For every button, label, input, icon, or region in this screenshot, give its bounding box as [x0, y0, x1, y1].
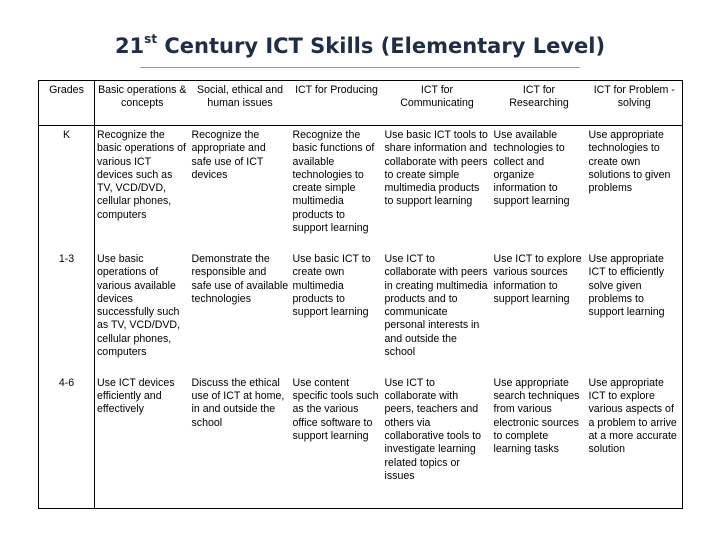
header-ict-problem-solving: ICT for Problem -solving [587, 81, 683, 126]
table-cell: Recognize the basic operations of various ICT devices such as TV, VCD/DVD, cellular phones, computers [97, 129, 186, 221]
table-cell: Demonstrate the responsible and safe use of available technologies [191, 252, 289, 305]
table-cell: Use appropriate search techniques from various electronic sources to complete learning tasks [493, 376, 580, 456]
table-row [39, 374, 683, 509]
header-grades: Grades [39, 81, 95, 126]
header-social-ethical: Social, ethical and human issues [190, 81, 291, 126]
header-ict-producing: ICT for Producing [291, 81, 383, 126]
title-prefix: 21 [114, 34, 145, 58]
title-superscript: st [144, 32, 158, 46]
title-rest: Century ICT Skills (Elementary Level) [157, 34, 606, 58]
table-cell: Use content specific tools such as the various office software to support learning [292, 376, 379, 443]
title-underline [140, 67, 580, 68]
table-cell: Use basic ICT tools to share information and collaborate with peers to create simple multimedia products to support learning [384, 129, 488, 208]
table-row [39, 126, 683, 250]
grade-cell: K [39, 126, 95, 250]
table-cell: Recognize the appropriate and safe use of ICT devices [191, 129, 266, 181]
header-ict-communicating: ICT for Communicating [383, 81, 492, 126]
table-cell: Use appropriate ICT to efficiently solve given problems to support learning [588, 252, 665, 319]
ict-skills-table [38, 80, 683, 509]
grade-cell: 1-3 [39, 250, 95, 374]
table-cell: Use ICT to explore various sources information to support learning [493, 252, 582, 305]
header-ict-researching: ICT for Researching [492, 81, 587, 126]
header-basic-operations: Basic operations & concepts [95, 81, 190, 126]
header-row [39, 81, 683, 126]
table-cell: Discuss the ethical use of ICT at home, in and outside the school [191, 376, 285, 429]
table-cell: Use ICT devices efficiently and effectively [97, 376, 175, 416]
grade-cell: 4-6 [39, 374, 95, 509]
table-cell: Use available technologies to collect and organize information to support learning [493, 129, 570, 208]
table-cell: Use appropriate ICT to explore various aspects of a problem to arrive at a more accurate solution [588, 376, 677, 456]
table-row [39, 250, 683, 374]
table-cell: Use basic ICT to create own multimedia products to support learning [292, 252, 371, 319]
table-cell: Use basic operations of various available devices successfully such as TV, VCD/DVD, cellular phones, computers [97, 252, 181, 358]
table-cell: Use appropriate technologies to create own solutions to given problems [588, 129, 671, 195]
table-cell: Use ICT to collaborate with peers, teachers and others via collaborative tools to investigate learning related topics or issues [384, 376, 482, 482]
table-cell: Recognize the basic functions of available technologies to create simple multimedia products to support learning [292, 129, 375, 235]
page-title [0, 34, 720, 58]
table-cell: Use ICT to collaborate with peers in creating multimedia products and to communicate personal interests in and outside the school [384, 252, 488, 358]
